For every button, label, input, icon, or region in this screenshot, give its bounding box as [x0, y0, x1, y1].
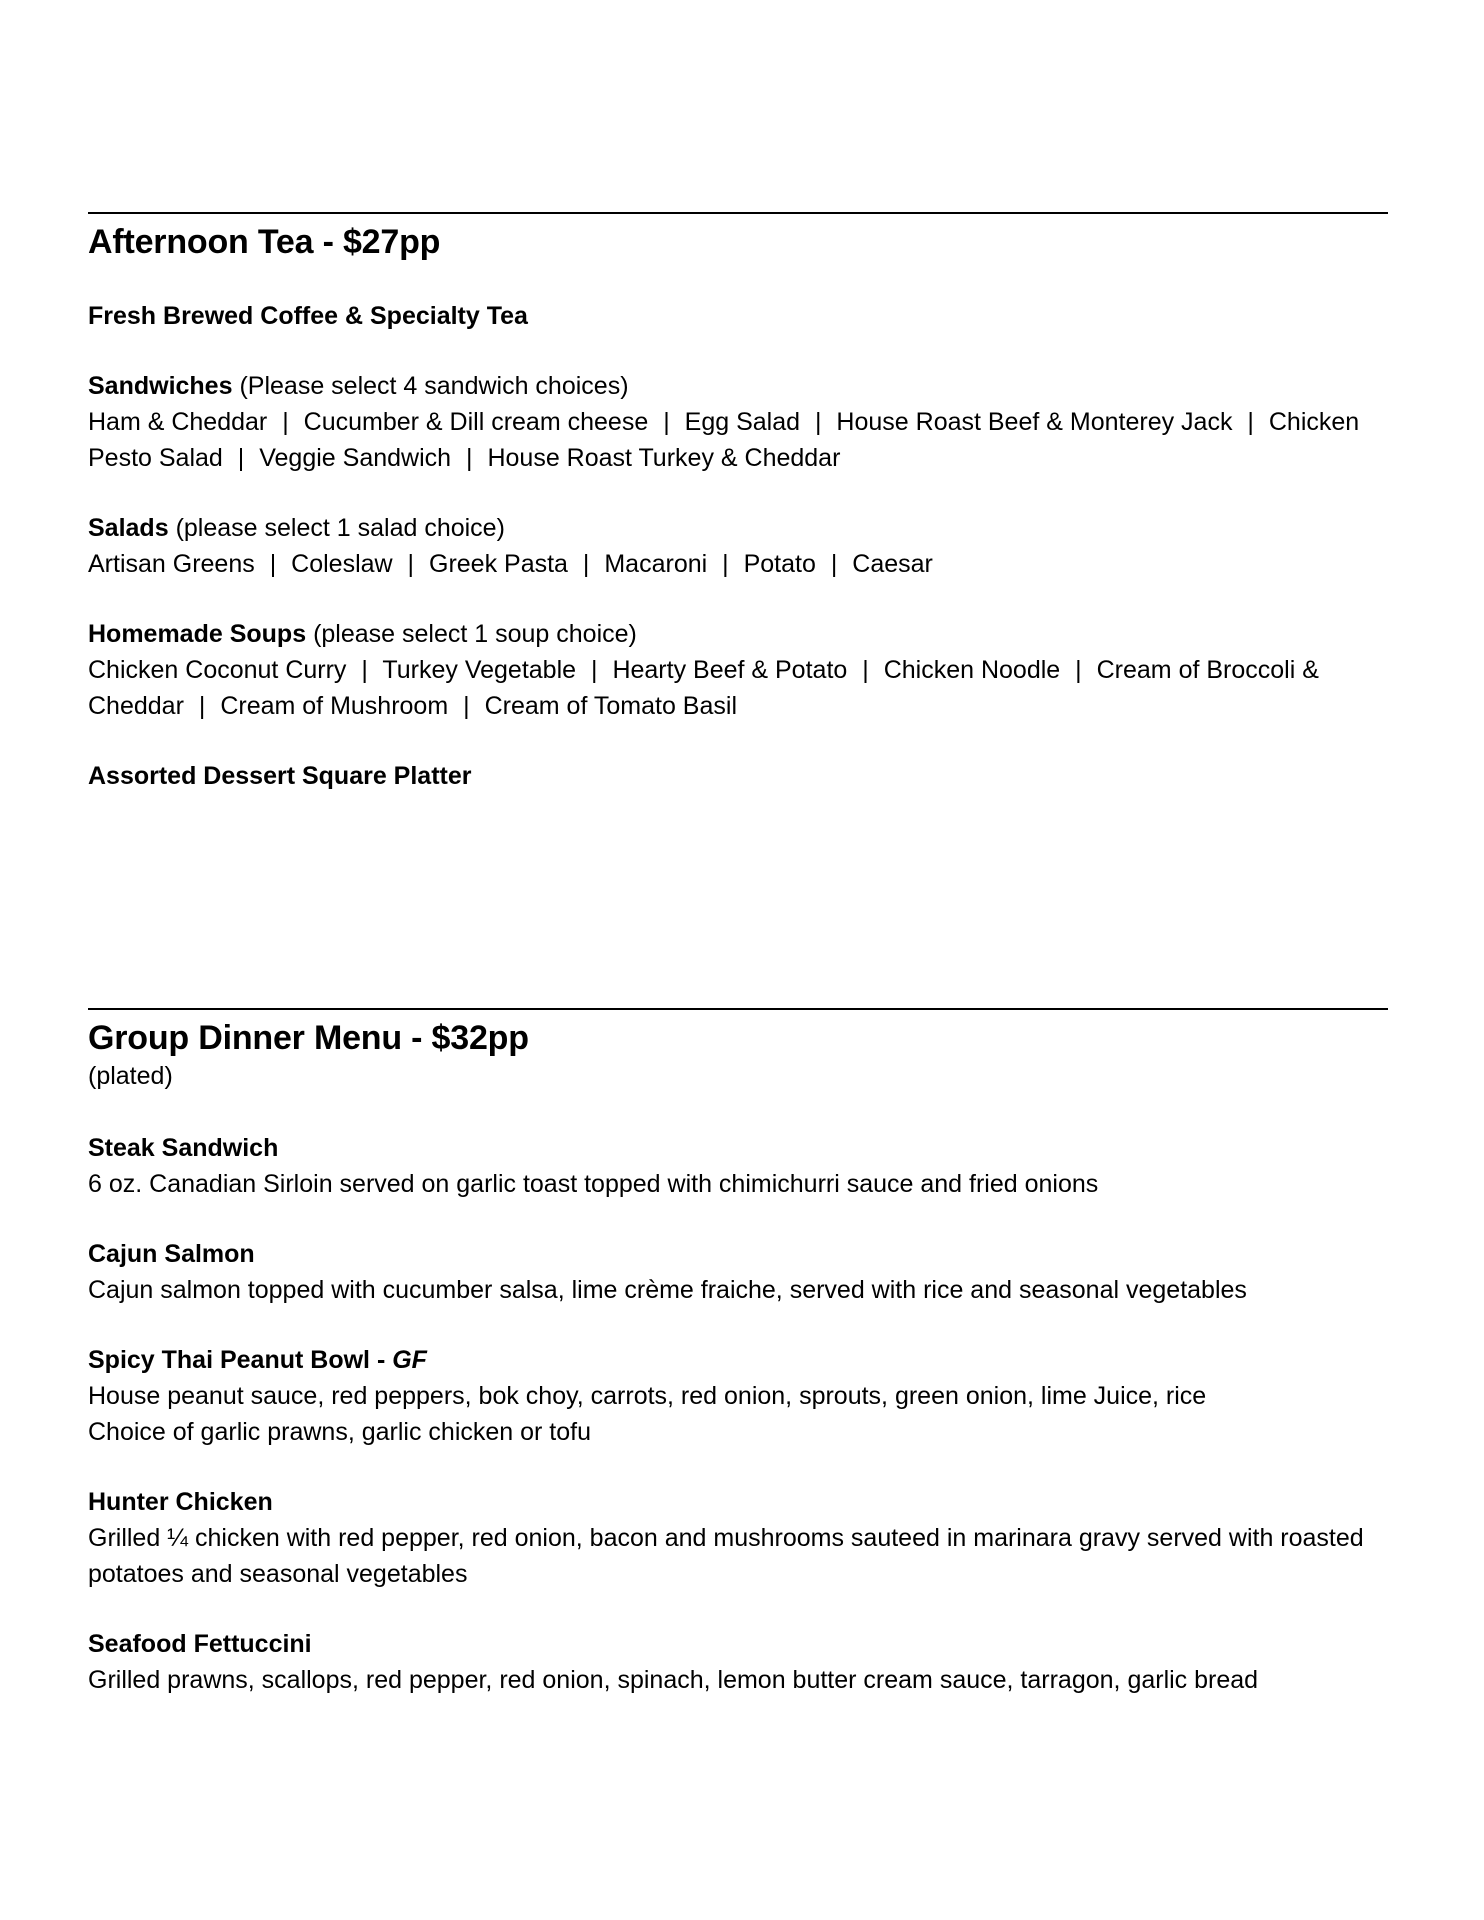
item-separator: |: [1075, 656, 1082, 684]
salads-note: (please select 1 salad choice): [175, 514, 505, 542]
dish-name: Steak Sandwich: [88, 1134, 279, 1162]
group-dinner-note: (plated): [88, 1062, 173, 1090]
menu-choice: Ham & Cheddar: [88, 408, 268, 436]
menu-choice: Egg Salad: [684, 408, 801, 436]
section-divider: [88, 212, 1388, 214]
dish-item: [88, 1236, 1388, 1308]
item-separator: |: [269, 550, 277, 578]
sandwiches-list: [88, 404, 1388, 476]
menu-choice: House Roast Beef & Monterey Jack: [836, 408, 1233, 436]
menu-choice: House Roast Turkey & Cheddar: [487, 444, 841, 472]
dish-description: Cajun salmon topped with cucumber salsa, lime crème fraiche, served with rice and seasonal vegetables: [88, 1276, 1247, 1304]
menu-choice: Artisan Greens: [88, 550, 255, 578]
dish-item: [88, 1484, 1388, 1592]
group-dinner-title: Group Dinner Menu - $32pp: [88, 1019, 529, 1057]
menu-choice: Coleslaw: [291, 550, 393, 578]
menu-choice: Cream of Tomato Basil: [484, 692, 737, 720]
salads-label: Salads: [88, 514, 169, 542]
item-separator: |: [407, 550, 415, 578]
item-separator: |: [582, 550, 590, 578]
dish-name: Spicy Thai Peanut Bowl -: [88, 1346, 393, 1374]
group-dinner-section: [88, 1008, 1388, 1698]
menu-choice: Caesar: [852, 550, 933, 578]
sandwiches-label: Sandwiches: [88, 372, 233, 400]
afternoon-tea-section: [88, 212, 1388, 794]
coffee-label: Fresh Brewed Coffee & Specialty Tea: [88, 302, 528, 330]
menu-choice: Chicken Noodle: [883, 656, 1061, 684]
item-separator: |: [198, 692, 206, 720]
soups-note: (please select 1 soup choice): [313, 620, 637, 648]
item-separator: |: [466, 444, 473, 472]
dish-name: Seafood Fettuccini: [88, 1630, 312, 1658]
item-separator: |: [722, 550, 729, 578]
menu-choice: Cream of Broccoli & Cheddar: [88, 656, 1319, 720]
item-separator: |: [1247, 408, 1254, 436]
menu-choice: Macaroni: [604, 550, 708, 578]
menu-choice: Greek Pasta: [429, 550, 568, 578]
section-divider: [88, 1008, 1388, 1010]
menu-choice: Veggie Sandwich: [259, 444, 452, 472]
item-separator: |: [590, 656, 598, 684]
dish-item: [88, 1130, 1388, 1202]
dish-description: 6 oz. Canadian Sirloin served on garlic toast topped with chimichurri sauce and fried onions: [88, 1170, 1099, 1198]
coffee-line: [88, 298, 1388, 334]
soups-list: [88, 652, 1388, 724]
menu-choice: Potato: [743, 550, 816, 578]
soups-block: [88, 616, 1388, 724]
menu-choice: Turkey Vegetable: [382, 656, 577, 684]
dish-name: Hunter Chicken: [88, 1488, 273, 1516]
item-separator: |: [237, 444, 245, 472]
afternoon-tea-title: Afternoon Tea - $27pp: [88, 223, 441, 261]
item-separator: |: [282, 408, 289, 436]
dish-protein-choice: Choice of garlic prawns, garlic chicken or tofu: [88, 1418, 592, 1446]
item-separator: |: [862, 656, 869, 684]
item-separator: |: [663, 408, 670, 436]
salads-block: [88, 510, 1388, 582]
sandwiches-block: [88, 368, 1388, 476]
soups-label: Homemade Soups: [88, 620, 307, 648]
menu-choice: Cucumber & Dill cream cheese: [303, 408, 649, 436]
menu-choice: Chicken Pesto Salad: [88, 408, 1360, 472]
menu-choice: Hearty Beef & Potato: [612, 656, 848, 684]
salads-list: [88, 546, 1388, 582]
dish-description: House peanut sauce, red peppers, bok choy, carrots, red onion, sprouts, green onion, lime Juice, rice: [88, 1382, 1207, 1410]
item-separator: |: [830, 550, 838, 578]
item-separator: |: [814, 408, 822, 436]
dish-description: Grilled prawns, scallops, red pepper, red onion, spinach, lemon butter cream sauce, tarragon, garlic bread: [88, 1666, 1259, 1694]
dish-item: [88, 1626, 1388, 1698]
item-separator: |: [463, 692, 470, 720]
dish-item: [88, 1342, 1388, 1450]
sandwiches-note: (Please select 4 sandwich choices): [239, 372, 629, 400]
menu-choice: Chicken Coconut Curry: [88, 656, 347, 684]
item-separator: |: [361, 656, 368, 684]
dessert-label: Assorted Dessert Square Platter: [88, 762, 472, 790]
gluten-free-tag: GF: [392, 1346, 427, 1374]
menu-choice: Cream of Mushroom: [220, 692, 449, 720]
dish-name: Cajun Salmon: [88, 1240, 255, 1268]
dish-description: Grilled ¼ chicken with red pepper, red onion, bacon and mushrooms sauteed in marinara gravy served with roasted potatoes and seasonal vegetables: [88, 1524, 1364, 1588]
dessert-line: [88, 758, 1388, 794]
